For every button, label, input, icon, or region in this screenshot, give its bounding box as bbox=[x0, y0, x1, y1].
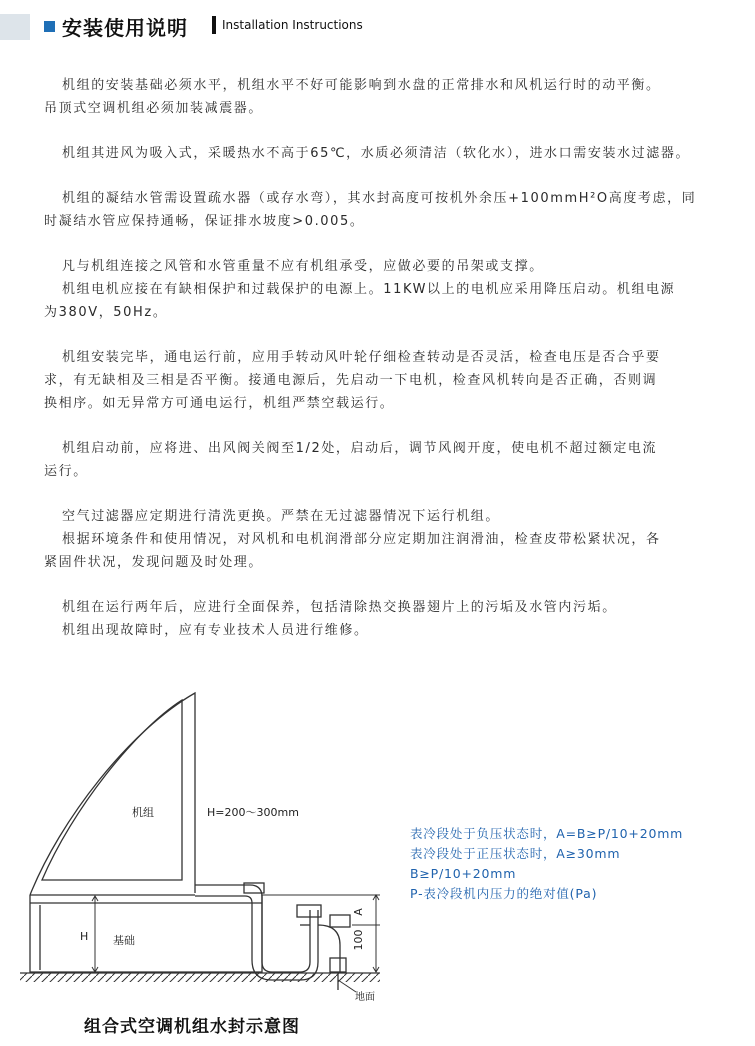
paragraph-line: 空气过滤器应定期进行清洗更换。严禁在无过滤器情况下运行机组。 bbox=[62, 509, 501, 524]
page-subtitle: Installation Instructions bbox=[222, 18, 363, 32]
paragraph-line: 时凝结水管应保持通畅，保证排水坡度>0.005。 bbox=[44, 214, 365, 229]
diagram-notes bbox=[410, 824, 683, 904]
hundred-label: 100 bbox=[352, 929, 365, 951]
note-line: B≥P/10+20mm bbox=[410, 866, 517, 881]
note-line: 表冷段处于正压状态时，A≥30mm bbox=[410, 846, 621, 861]
paragraph-5 bbox=[44, 346, 712, 415]
paragraph-line: 机组启动前，应将进、出风阀关阀至1/2处，启动后，调节风阀开度，使电机不超过额定电流 bbox=[62, 441, 658, 456]
paragraph-8 bbox=[62, 596, 712, 642]
instructions-body bbox=[44, 74, 712, 664]
h-label: H bbox=[80, 930, 89, 943]
diagram-caption: 组合式空调机组水封示意图 bbox=[84, 1017, 300, 1037]
base-label: 基础 bbox=[113, 934, 135, 947]
paragraph-line: 机组的凝结水管需设置疏水器（或存水弯），其水封高度可按机外余压+100mmH²O高度考虑，同 bbox=[62, 191, 697, 206]
paragraph-2 bbox=[62, 142, 712, 165]
paragraph-7 bbox=[44, 505, 712, 574]
paragraph-line: 凡与机组连接之风管和水管重量不应有机组承受，应做必要的吊架或支撑。 bbox=[62, 259, 544, 274]
paragraph-line: 为380V，50Hz。 bbox=[44, 305, 168, 320]
paragraph-4 bbox=[44, 255, 712, 324]
paragraph-1 bbox=[44, 74, 712, 120]
header-square-icon bbox=[44, 21, 55, 32]
paragraph-line: 机组出现故障时，应有专业技术人员进行维修。 bbox=[62, 623, 369, 638]
title-separator bbox=[212, 16, 216, 34]
paragraph-line: 吊顶式空调机组必须加装减震器。 bbox=[44, 101, 264, 116]
page-header bbox=[0, 0, 755, 50]
a-label: A bbox=[352, 908, 365, 916]
paragraph-6 bbox=[44, 437, 712, 483]
page-title: 安装使用说明 bbox=[62, 16, 188, 40]
paragraph-line: 机组电机应接在有缺相保护和过载保护的电源上。11KW以上的电机应采用降压启动。机组电源 bbox=[62, 282, 676, 297]
paragraph-line: 运行。 bbox=[44, 464, 88, 479]
foundation bbox=[30, 895, 262, 972]
height-label: H=200～300mm bbox=[207, 806, 299, 819]
h-dimension bbox=[92, 896, 98, 972]
paragraph-line: 根据环境条件和使用情况，对风机和电机润滑部分应定期加注润滑油，检查皮带松紧状况，各 bbox=[62, 532, 661, 547]
ground-line bbox=[20, 973, 380, 982]
unit-housing bbox=[30, 693, 195, 895]
paragraph-line: 机组在运行两年后，应进行全面保养，包括清除热交换器翅片上的污垢及水管内污垢。 bbox=[62, 600, 617, 615]
unit-label: 机组 bbox=[132, 806, 154, 819]
note-line: 表冷段处于负压状态时，A=B≥P/10+20mm bbox=[410, 826, 684, 841]
paragraph-line: 机组安装完毕，通电运行前，应用手转动风叶轮仔细检查转动是否灵活，检查电压是否合乎要 bbox=[62, 350, 661, 365]
ground-label: 地面 bbox=[355, 992, 375, 1003]
paragraph-line: 求，有无缺相及三相是否平衡。接通电源后，先启动一下电机，检查风机转向是否正确，否则调 bbox=[44, 373, 658, 388]
paragraph-line: 机组其进风为吸入式，采暖热水不高于65℃，水质必须清洁（软化水），进水口需安装水过滤器。 bbox=[62, 146, 691, 161]
paragraph-line: 机组的安装基础必须水平，机组水平不好可能影响到水盘的正常排水和风机运行时的动平衡。 bbox=[62, 78, 661, 93]
note-line: P-表冷段机内压力的绝对值(Pa) bbox=[410, 886, 598, 901]
header-bar bbox=[0, 14, 30, 40]
paragraph-3 bbox=[44, 187, 712, 233]
paragraph-line: 紧固件状况，发现问题及时处理。 bbox=[44, 555, 264, 570]
paragraph-line: 换相序。如无异常方可通电运行，机组严禁空载运行。 bbox=[44, 396, 395, 411]
